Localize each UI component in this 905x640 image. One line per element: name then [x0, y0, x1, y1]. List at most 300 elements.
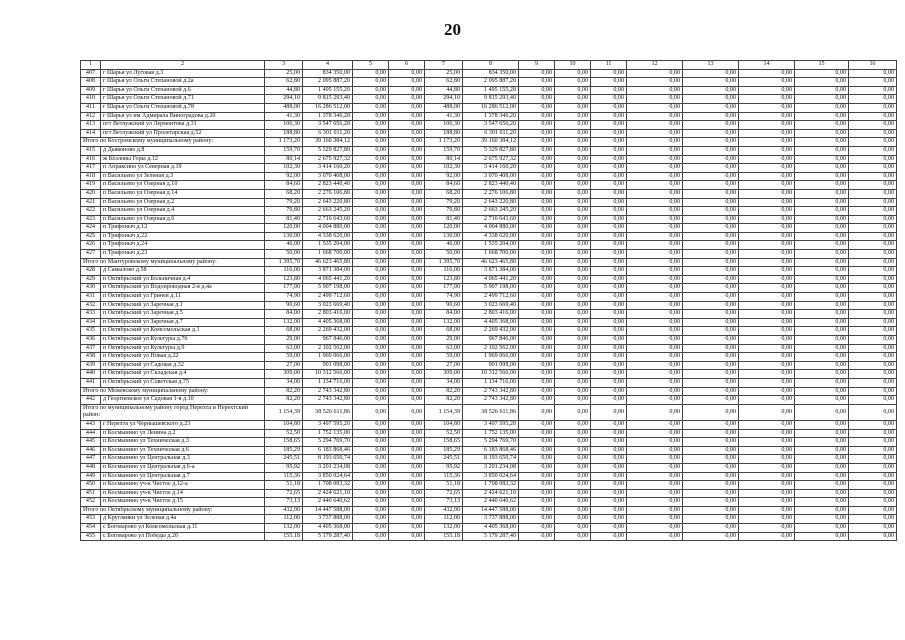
value-cell: 0,00	[683, 472, 739, 481]
value-cell: 2 823 440,40	[463, 181, 519, 190]
value-cell: 0,00	[389, 86, 425, 95]
address-cell: п Трифоныч д.22	[101, 232, 265, 241]
value-cell: 0,00	[849, 370, 897, 379]
value-cell: 79,80	[425, 207, 463, 216]
value-cell: 0,00	[389, 112, 425, 121]
value-cell: 0,00	[555, 250, 591, 259]
value-cell: 0,00	[555, 198, 591, 207]
value-cell: 0,00	[683, 232, 739, 241]
value-cell: 0,00	[591, 455, 627, 464]
value-cell: 0,00	[389, 420, 425, 429]
value-cell: 0,00	[683, 241, 739, 250]
value-cell: 0,00	[389, 370, 425, 379]
value-cell: 432,90	[425, 506, 463, 515]
value-cell: 0,00	[739, 318, 795, 327]
value-cell: 2 743 342,80	[303, 396, 353, 405]
value-cell: 0,00	[591, 103, 627, 112]
value-cell: 104,80	[425, 420, 463, 429]
table-row	[81, 446, 897, 455]
value-cell: 16 286 512,00	[463, 103, 519, 112]
value-cell: 0,00	[519, 472, 555, 481]
row-number: 425	[81, 232, 101, 241]
value-cell: 0,00	[591, 378, 627, 387]
value-cell: 39 160 384,12	[463, 138, 519, 147]
value-cell: 0,00	[683, 189, 739, 198]
value-cell: 1 154,39	[265, 404, 303, 420]
value-cell: 0,00	[683, 146, 739, 155]
value-cell: 62,80	[425, 78, 463, 87]
value-cell: 0,00	[849, 207, 897, 216]
table-row	[81, 524, 897, 533]
subtotal-label: Итого по Октябрьскому муниципальному району:	[81, 506, 265, 515]
value-cell: 0,00	[591, 138, 627, 147]
value-cell: 0,00	[627, 198, 683, 207]
value-cell: 0,00	[353, 121, 389, 130]
value-cell: 0,00	[519, 481, 555, 490]
value-cell: 0,00	[795, 404, 849, 420]
value-cell: 0,00	[739, 181, 795, 190]
value-cell: 0,00	[627, 446, 683, 455]
value-cell: 0,00	[739, 250, 795, 259]
table-row	[81, 241, 897, 250]
value-cell: 0,00	[555, 387, 591, 396]
value-cell: 0,00	[795, 146, 849, 155]
value-cell: 0,00	[389, 301, 425, 310]
value-cell: 0,00	[795, 121, 849, 130]
value-cell: 0,00	[849, 310, 897, 319]
value-cell: 0,00	[849, 532, 897, 541]
value-cell: 0,00	[555, 498, 591, 507]
value-cell: 63,00	[265, 344, 303, 353]
value-cell: 0,00	[683, 198, 739, 207]
value-cell: 0,00	[389, 250, 425, 259]
row-number: 415	[81, 146, 101, 155]
value-cell: 3 070 408,00	[303, 172, 353, 181]
address-cell: п Октябрьский ул Больничная д.4	[101, 275, 265, 284]
value-cell: 74,90	[265, 293, 303, 302]
value-cell: 0,00	[591, 155, 627, 164]
value-cell: 0,00	[519, 396, 555, 405]
value-cell: 44,80	[265, 86, 303, 95]
value-cell: 0,00	[353, 155, 389, 164]
value-cell: 0,00	[519, 121, 555, 130]
table-row	[81, 353, 897, 362]
value-cell: 0,00	[849, 95, 897, 104]
value-cell: 0,00	[591, 232, 627, 241]
value-cell: 0,00	[627, 472, 683, 481]
value-cell: 0,00	[627, 438, 683, 447]
value-cell: 0,00	[849, 481, 897, 490]
value-cell: 0,00	[627, 241, 683, 250]
value-cell: 16 286 512,00	[303, 103, 353, 112]
value-cell: 0,00	[795, 455, 849, 464]
value-cell: 0,00	[627, 78, 683, 87]
value-cell: 0,00	[683, 301, 739, 310]
value-cell: 0,00	[795, 224, 849, 233]
value-cell: 6 301 011,20	[463, 129, 519, 138]
value-cell: 106,30	[425, 121, 463, 130]
value-cell: 0,00	[795, 215, 849, 224]
value-cell: 0,00	[849, 250, 897, 259]
value-cell: 0,00	[849, 318, 897, 327]
column-number: 6	[389, 61, 425, 70]
row-number: 444	[81, 429, 101, 438]
value-cell: 0,00	[353, 318, 389, 327]
value-cell: 0,00	[739, 404, 795, 420]
row-number: 414	[81, 129, 101, 138]
table-row	[81, 344, 897, 353]
address-cell: п Космынино ул Техническая д.6	[101, 446, 265, 455]
value-cell: 3 737 888,00	[463, 515, 519, 524]
value-cell: 0,00	[849, 129, 897, 138]
value-cell: 0,00	[849, 301, 897, 310]
value-cell: 4 065 441,20	[303, 275, 353, 284]
value-cell: 4 405 368,00	[303, 318, 353, 327]
value-cell: 0,00	[849, 189, 897, 198]
value-cell: 0,00	[795, 327, 849, 336]
value-cell: 38 526 611,86	[463, 404, 519, 420]
value-cell: 0,00	[353, 524, 389, 533]
table-row	[81, 301, 897, 310]
value-cell: 10 312 566,00	[463, 370, 519, 379]
table-row	[81, 515, 897, 524]
value-cell: 1 495 155,20	[303, 86, 353, 95]
value-cell: 0,00	[795, 506, 849, 515]
value-cell: 73,13	[265, 498, 303, 507]
table-row	[81, 438, 897, 447]
value-cell: 0,00	[353, 267, 389, 276]
address-cell: п Космынино уч-к Чистое д.12-а	[101, 481, 265, 490]
value-cell: 0,00	[591, 129, 627, 138]
value-cell: 0,00	[739, 387, 795, 396]
value-cell: 0,00	[627, 284, 683, 293]
value-cell: 4 405 368,00	[303, 524, 353, 533]
value-cell: 245,51	[265, 455, 303, 464]
value-cell: 34,00	[425, 378, 463, 387]
value-cell: 0,00	[849, 69, 897, 78]
value-cell: 0,00	[555, 515, 591, 524]
value-cell: 68,20	[265, 189, 303, 198]
value-cell: 0,00	[627, 515, 683, 524]
value-cell: 132,00	[265, 524, 303, 533]
table-row	[81, 86, 897, 95]
value-cell: 0,00	[389, 224, 425, 233]
value-cell: 38 526 611,86	[303, 404, 353, 420]
value-cell: 0,00	[849, 172, 897, 181]
value-cell: 0,00	[555, 344, 591, 353]
value-cell: 4 065 441,20	[463, 275, 519, 284]
table-row	[81, 164, 897, 173]
value-cell: 1 535 204,00	[463, 241, 519, 250]
row-number: 439	[81, 361, 101, 370]
value-cell: 0,00	[795, 420, 849, 429]
value-cell: 6 183 868,46	[463, 446, 519, 455]
value-cell: 0,00	[519, 138, 555, 147]
address-cell: п Октябрьский ул Новая д.22	[101, 353, 265, 362]
value-cell: 0,00	[389, 284, 425, 293]
value-cell: 0,00	[519, 506, 555, 515]
value-cell: 50,00	[265, 250, 303, 259]
value-cell: 0,00	[683, 318, 739, 327]
value-cell: 0,00	[627, 189, 683, 198]
value-cell: 0,00	[795, 446, 849, 455]
value-cell: 0,00	[739, 524, 795, 533]
address-cell: д Дьяконово д.8	[101, 146, 265, 155]
value-cell: 0,00	[739, 284, 795, 293]
value-cell: 0,00	[683, 95, 739, 104]
value-cell: 0,00	[389, 532, 425, 541]
value-cell: 0,00	[389, 327, 425, 336]
value-cell: 0,00	[591, 284, 627, 293]
value-cell: 0,00	[519, 336, 555, 345]
value-cell: 0,00	[683, 181, 739, 190]
value-cell: 0,00	[795, 387, 849, 396]
value-cell: 2 276 106,80	[303, 189, 353, 198]
value-cell: 0,00	[519, 515, 555, 524]
value-cell: 0,00	[519, 232, 555, 241]
value-cell: 0,00	[591, 95, 627, 104]
value-cell: 0,00	[353, 301, 389, 310]
value-cell: 84,60	[425, 181, 463, 190]
value-cell: 6 301 011,20	[303, 129, 353, 138]
value-cell: 0,00	[683, 224, 739, 233]
value-cell: 0,00	[591, 463, 627, 472]
value-cell: 0,00	[795, 370, 849, 379]
address-cell: п Апраксино ул Северная д.19	[101, 164, 265, 173]
row-number: 422	[81, 207, 101, 216]
value-cell: 0,00	[555, 164, 591, 173]
value-cell: 0,00	[591, 112, 627, 121]
value-cell: 0,00	[389, 310, 425, 319]
value-cell: 0,00	[389, 78, 425, 87]
value-cell: 0,00	[739, 472, 795, 481]
value-cell: 0,00	[353, 327, 389, 336]
address-cell: п Васильево ул Озерная д.10	[101, 181, 265, 190]
value-cell: 46 623 465,80	[463, 258, 519, 267]
value-cell: 123,80	[425, 275, 463, 284]
value-cell: 0,00	[389, 318, 425, 327]
value-cell: 0,00	[739, 515, 795, 524]
table-row	[81, 112, 897, 121]
value-cell: 0,00	[519, 446, 555, 455]
value-cell: 0,00	[795, 69, 849, 78]
value-cell: 2 716 643,60	[463, 215, 519, 224]
value-cell: 0,00	[555, 301, 591, 310]
value-cell: 0,00	[555, 353, 591, 362]
value-cell: 0,00	[389, 506, 425, 515]
value-cell: 0,00	[353, 95, 389, 104]
table-row	[81, 532, 897, 541]
row-number: 429	[81, 275, 101, 284]
table-row	[81, 455, 897, 464]
value-cell: 0,00	[795, 78, 849, 87]
value-cell: 120,00	[425, 224, 463, 233]
value-cell: 0,00	[519, 455, 555, 464]
value-cell: 0,00	[389, 275, 425, 284]
value-cell: 0,00	[683, 344, 739, 353]
value-cell: 0,00	[519, 370, 555, 379]
value-cell: 0,00	[627, 498, 683, 507]
value-cell: 14 447 588,00	[303, 506, 353, 515]
column-number: 10	[555, 61, 591, 70]
value-cell: 0,00	[683, 481, 739, 490]
value-cell: 0,00	[795, 207, 849, 216]
table-row	[81, 370, 897, 379]
value-cell: 0,00	[795, 232, 849, 241]
subtotal-label: Итого по Мантуровскому муниципальному району:	[81, 258, 265, 267]
value-cell: 2 743 342,80	[463, 387, 519, 396]
value-cell: 0,00	[555, 284, 591, 293]
value-cell: 0,00	[739, 532, 795, 541]
value-cell: 1 395,70	[265, 258, 303, 267]
value-cell: 6 183 868,46	[303, 446, 353, 455]
value-cell: 3 201 234,08	[463, 463, 519, 472]
value-cell: 0,00	[591, 387, 627, 396]
value-cell: 0,00	[353, 506, 389, 515]
value-cell: 0,00	[353, 293, 389, 302]
row-number: 407	[81, 69, 101, 78]
value-cell: 0,00	[795, 532, 849, 541]
value-cell: 0,00	[739, 172, 795, 181]
value-cell: 158,65	[265, 438, 303, 447]
address-cell: г Шарья ул Луговая д.3	[101, 69, 265, 78]
value-cell: 4 004 880,00	[303, 224, 353, 233]
value-cell: 0,00	[353, 532, 389, 541]
value-cell: 3 871 384,00	[303, 267, 353, 276]
value-cell: 0,00	[519, 275, 555, 284]
value-cell: 0,00	[795, 481, 849, 490]
value-cell: 0,00	[555, 489, 591, 498]
value-cell: 0,00	[683, 86, 739, 95]
value-cell: 0,00	[555, 370, 591, 379]
value-cell: 0,00	[591, 310, 627, 319]
value-cell: 2 643 220,80	[463, 198, 519, 207]
value-cell: 79,20	[265, 198, 303, 207]
value-cell: 0,00	[591, 404, 627, 420]
value-cell: 0,00	[739, 301, 795, 310]
value-cell: 3 850 024,64	[303, 472, 353, 481]
value-cell: 116,00	[425, 267, 463, 276]
value-cell: 130,00	[265, 232, 303, 241]
value-cell: 0,00	[353, 103, 389, 112]
value-cell: 2 499 712,60	[463, 293, 519, 302]
value-cell: 0,00	[627, 310, 683, 319]
table-row	[81, 215, 897, 224]
value-cell: 0,00	[739, 353, 795, 362]
value-cell: 0,00	[849, 446, 897, 455]
table-row	[81, 318, 897, 327]
value-cell: 92,00	[425, 172, 463, 181]
value-cell: 0,00	[389, 515, 425, 524]
value-cell: 0,00	[591, 515, 627, 524]
value-cell: 2 675 927,32	[463, 155, 519, 164]
value-cell: 0,00	[627, 489, 683, 498]
value-cell: 112,00	[265, 515, 303, 524]
value-cell: 4 338 620,00	[463, 232, 519, 241]
row-number: 445	[81, 438, 101, 447]
value-cell: 92,00	[265, 172, 303, 181]
value-cell: 0,00	[627, 301, 683, 310]
value-cell: 0,00	[627, 353, 683, 362]
value-cell: 3 497 595,20	[303, 420, 353, 429]
value-cell: 0,00	[683, 172, 739, 181]
value-cell: 0,00	[627, 463, 683, 472]
value-cell: 0,00	[795, 293, 849, 302]
value-cell: 0,00	[519, 189, 555, 198]
value-cell: 0,00	[739, 310, 795, 319]
value-cell: 0,00	[739, 207, 795, 216]
value-cell: 0,00	[795, 524, 849, 533]
row-number: 437	[81, 344, 101, 353]
table-row	[81, 95, 897, 104]
value-cell: 0,00	[627, 387, 683, 396]
value-cell: 0,00	[739, 155, 795, 164]
value-cell: 245,51	[425, 455, 463, 464]
value-cell: 0,00	[519, 353, 555, 362]
value-cell: 0,00	[739, 112, 795, 121]
value-cell: 0,00	[795, 198, 849, 207]
value-cell: 0,00	[683, 267, 739, 276]
value-cell: 0,00	[389, 344, 425, 353]
value-cell: 0,00	[389, 446, 425, 455]
value-cell: 0,00	[389, 489, 425, 498]
value-cell: 0,00	[353, 429, 389, 438]
value-cell: 0,00	[555, 438, 591, 447]
value-cell: 39 160 384,12	[303, 138, 353, 147]
value-cell: 0,00	[683, 378, 739, 387]
value-cell: 2 440 640,62	[463, 498, 519, 507]
value-cell: 0,00	[849, 327, 897, 336]
value-cell: 82,20	[265, 396, 303, 405]
value-cell: 0,00	[591, 327, 627, 336]
value-cell: 1 969 066,00	[303, 353, 353, 362]
value-cell: 0,00	[555, 78, 591, 87]
value-cell: 0,00	[389, 455, 425, 464]
value-cell: 0,00	[519, 378, 555, 387]
value-cell: 112,00	[425, 515, 463, 524]
value-cell: 0,00	[739, 293, 795, 302]
row-number: 410	[81, 95, 101, 104]
value-cell: 82,20	[425, 387, 463, 396]
value-cell: 74,90	[425, 293, 463, 302]
value-cell: 2 095 887,20	[463, 78, 519, 87]
value-cell: 0,00	[683, 207, 739, 216]
address-cell: п Космынино ул Центральная д.6-а	[101, 463, 265, 472]
row-number: 449	[81, 472, 101, 481]
value-cell: 0,00	[849, 404, 897, 420]
value-cell: 0,00	[739, 232, 795, 241]
value-cell: 0,00	[555, 189, 591, 198]
value-cell: 0,00	[795, 275, 849, 284]
row-number: 434	[81, 318, 101, 327]
value-cell: 0,00	[627, 181, 683, 190]
row-number: 428	[81, 267, 101, 276]
value-cell: 0,00	[389, 463, 425, 472]
value-cell: 0,00	[739, 138, 795, 147]
value-cell: 0,00	[683, 387, 739, 396]
value-cell: 1 395,70	[425, 258, 463, 267]
value-cell: 0,00	[519, 86, 555, 95]
value-cell: 0,00	[627, 404, 683, 420]
address-cell: г Шарья ул Ольги Степановой д.2а	[101, 78, 265, 87]
value-cell: 0,00	[353, 404, 389, 420]
value-cell: 0,00	[849, 232, 897, 241]
row-number: 430	[81, 284, 101, 293]
value-cell: 46 623 465,80	[303, 258, 353, 267]
address-cell: п Космынино ул Ленина д.2	[101, 429, 265, 438]
value-cell: 0,00	[683, 524, 739, 533]
value-cell: 63,00	[425, 344, 463, 353]
